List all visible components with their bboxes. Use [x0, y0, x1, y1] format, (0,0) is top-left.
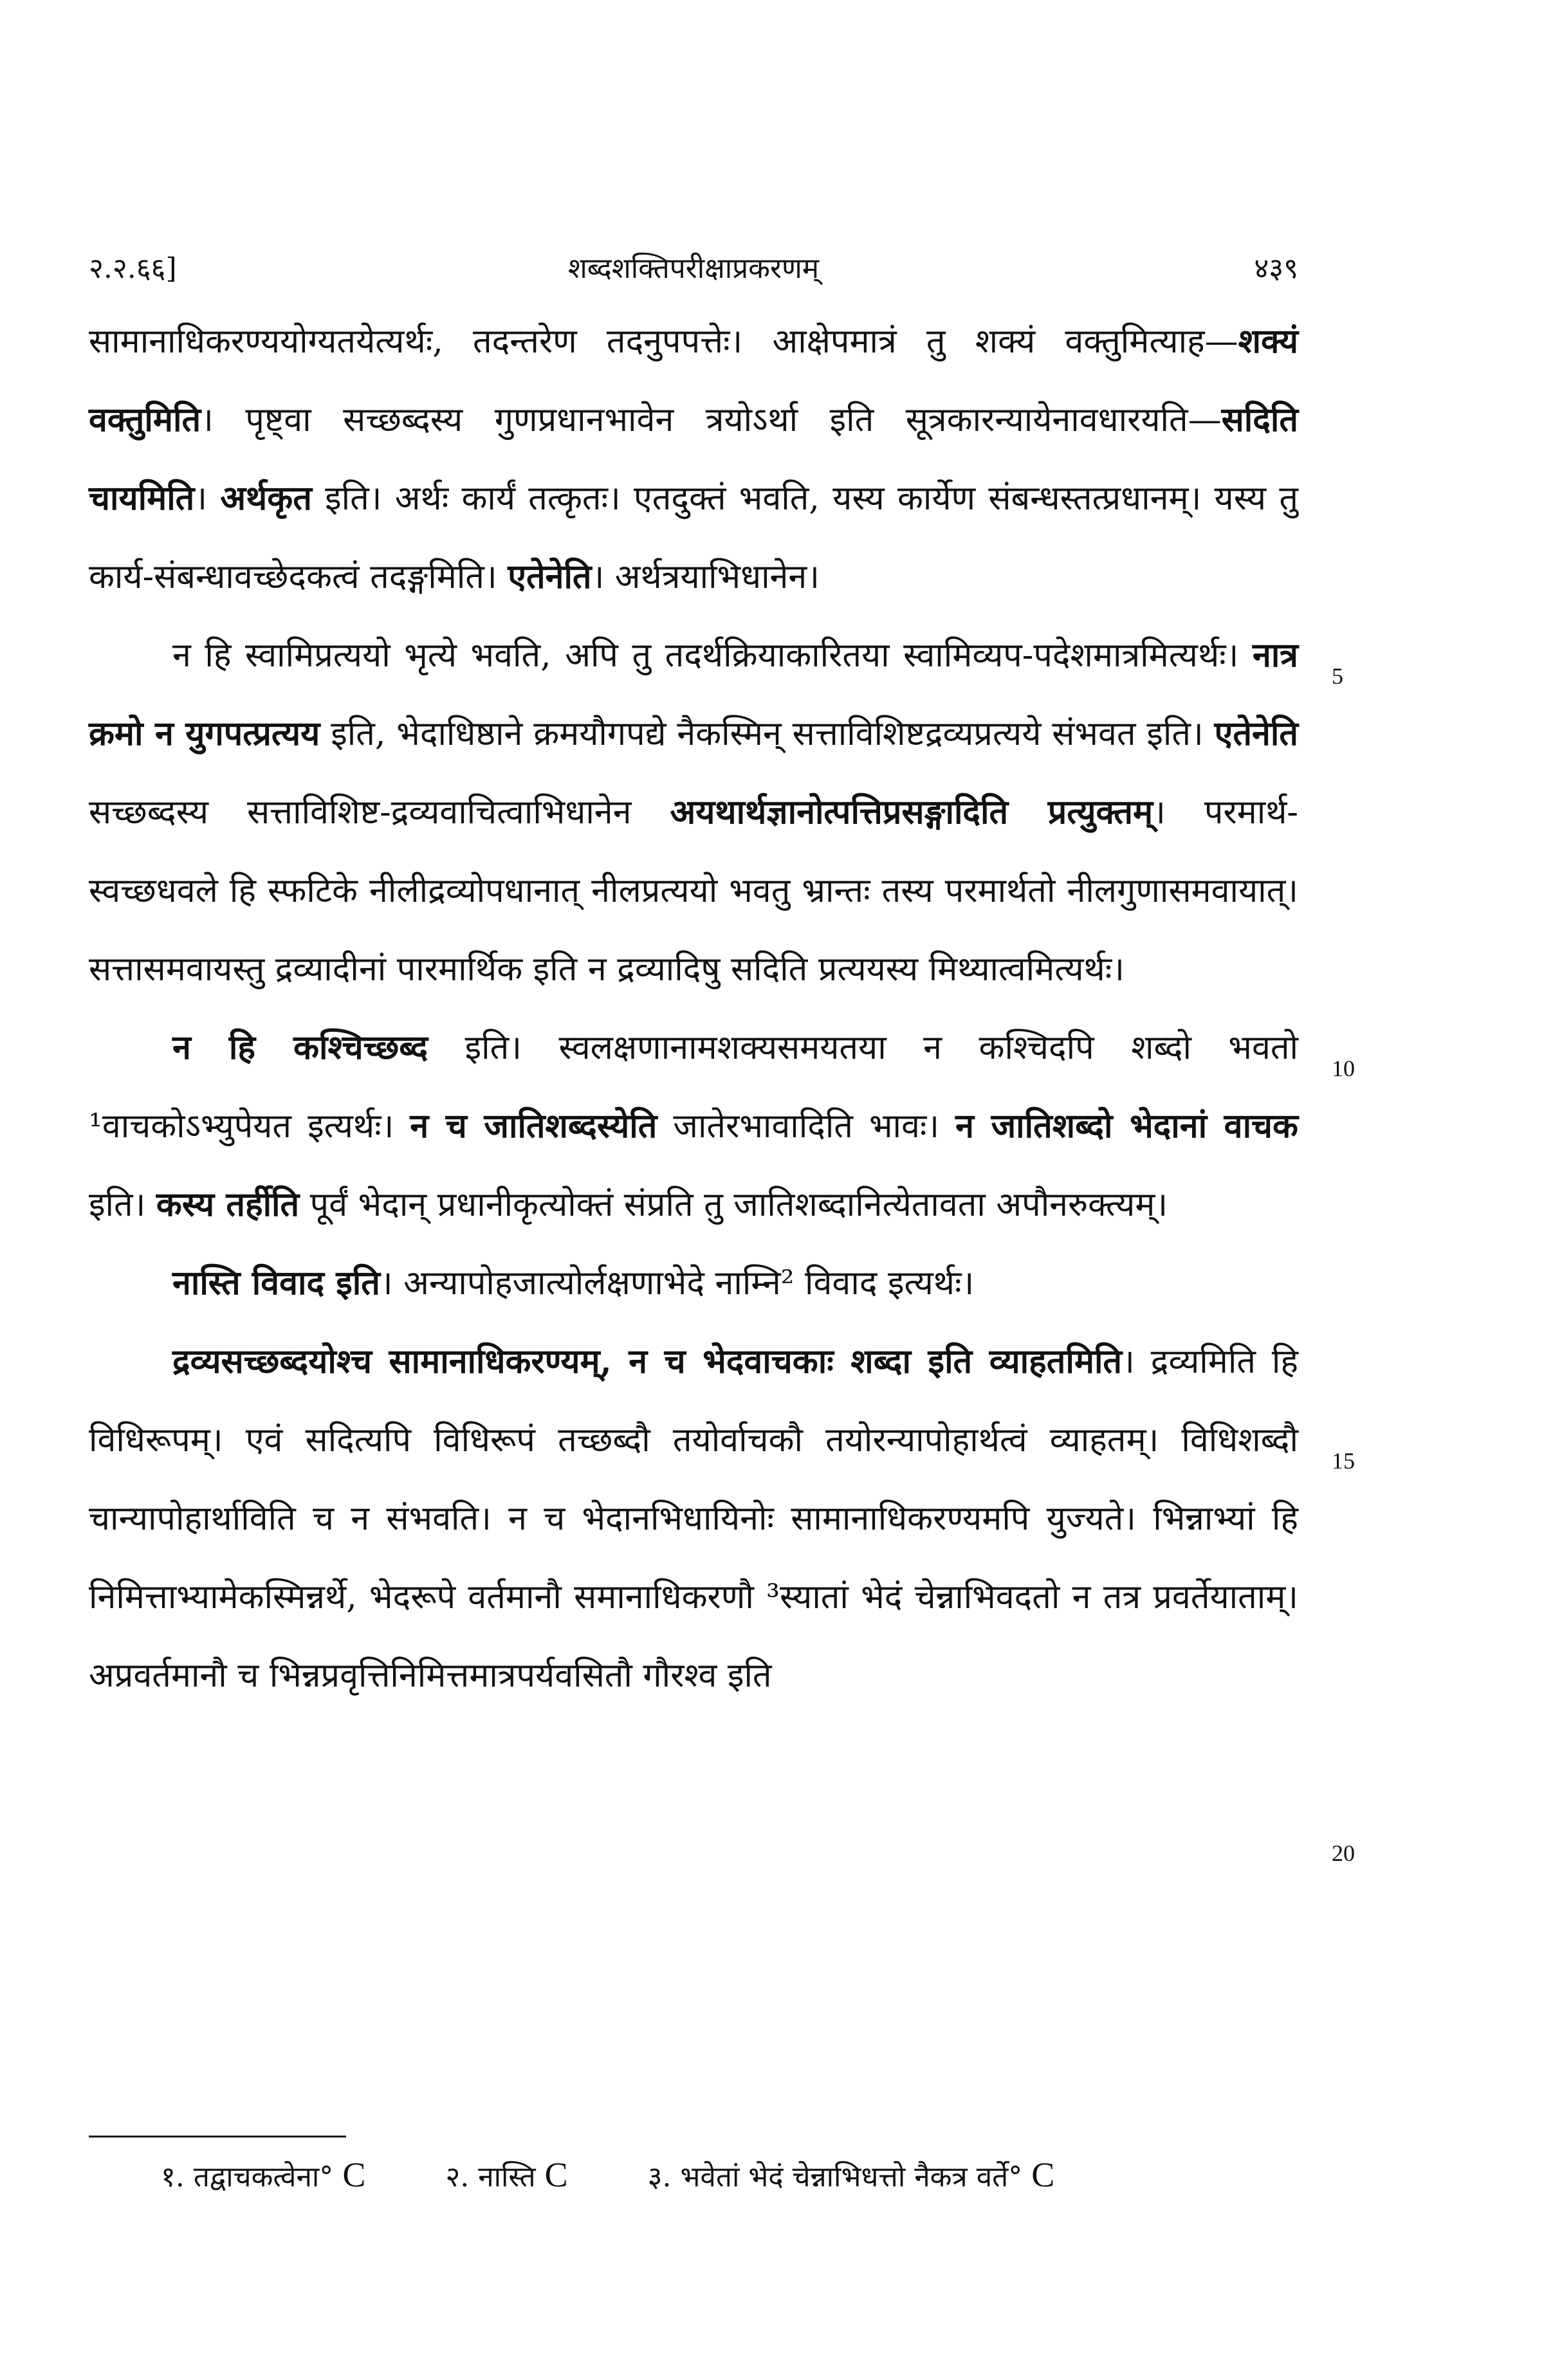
commentary-text: । पृष्ट्वा सच्छब्दस्य गुणप्रधानभावेन त्रयोऽर्था इति सूत्रकारन्यायेनावधारयति—	[201, 401, 1222, 439]
footnotes	[161, 2155, 1319, 2195]
manuscript-siglum: C	[544, 2156, 568, 2194]
section-number: २.२.६६]	[89, 252, 177, 285]
commentary-text: सामानाधिकरण्ययोग्यतयेत्यर्थः, तदन्तरेण तदनुपपत्तेः। आक्षेपमात्रं तु शक्यं वक्तुमित्याह—	[89, 322, 1238, 361]
commentary-text: न हि स्वामिप्रत्ययो भृत्ये भवति, अपि तु तदर्थक्रियाकारितया स्वामिव्यप-पदेशमात्रमित्यर्थः।	[172, 636, 1253, 675]
paragraph	[89, 1323, 1298, 1715]
manuscript-siglum: C	[342, 2156, 366, 2194]
footnote-rule	[89, 2136, 346, 2137]
commentary-text: इति, भेदाधिष्ठाने क्रमयौगपद्ये नैकस्मिन् सत्ताविशिष्टद्रव्यप्रत्यये संभवत इति।	[320, 715, 1215, 753]
chapter-title: शब्दशक्तिपरीक्षाप्रकरणम्	[567, 252, 820, 285]
lemma-bold: नात्र क्रमो न युगपत्प्रत्यय	[89, 636, 1298, 753]
commentary-text: इति। स्वलक्षणानामशक्यसमयतया न कश्चिदपि शब्दो भवतो ¹वाचकोऽभ्युपेयत इत्यर्थः।	[89, 1029, 1299, 1146]
footnote: ३. भवेतां भेदं चेन्नाभिधत्तो नैकत्र वर्ते° C	[647, 2156, 1055, 2194]
lemma-bold: न च जातिशब्दस्येति	[410, 1106, 657, 1146]
line-number: 10	[1332, 1056, 1355, 1081]
paragraph	[89, 302, 1298, 616]
paragraph	[89, 1009, 1298, 1244]
lemma-bold: सदिति चायमिति	[89, 400, 1298, 518]
lemma-bold: न हि कश्चिच्छब्द	[172, 1028, 428, 1067]
commentary-text: । द्रव्यमिति हि विधिरूपम्। एवं सदित्यपि विधिरूपं तच्छब्दौ तयोर्वाचकौ तयोरन्यापोहार्थत्वं व्याहतम्। विधिशब्दौ चान्यापोहार्थाविति च न संभवति। न च भेदानभिधायिनोः सामानाधिकरण्यमपि युज्यते। भिन्नाभ्यां हि निमित्ताभ्यामेकस्मिन्नर्थे, भेदरूपे वर्तमानौ समानाधिकरणौ ³स्यातां भेदं चेन्नाभिवदतो न तत्र प्रवर्तेयाताम्। अप्रवर्तमानौ च भिन्नप्रवृत्तिनिमित्तमात्रपर्यवसितौ गौरश्व इति	[89, 1342, 1299, 1695]
lemma-bold: अयथार्थज्ञानोत्पत्तिप्रसङ्गादिति प्रत्युक्तम्	[670, 792, 1153, 832]
lemma-bold: नास्ति विवाद इति	[172, 1263, 380, 1303]
lemma-bold: अर्थकृत	[220, 479, 312, 518]
commentary-text: ।	[194, 479, 221, 518]
line-number: 20	[1332, 1840, 1355, 1866]
commentary-text: । अर्थत्रयाभिधानेन।	[591, 558, 820, 596]
commentary-text: पूर्वं भेदान् प्रधानीकृत्योक्तं संप्रति तु जातिशब्दानित्येतावता अपौनरुक्त्यम्।	[299, 1185, 1168, 1224]
manuscript-siglum: C	[1031, 2156, 1055, 2194]
commentary-text: । अन्यापोहजात्योर्लक्षणाभेदे नाम्नि² विवाद इत्यर्थः।	[380, 1264, 975, 1303]
lemma-bold: एतेनेति	[1214, 714, 1299, 753]
commentary-text: इति। अर्थः कार्यं तत्कृतः। एतदुक्तं भवति, यस्य कार्येण संबन्धस्तत्प्रधानम्। यस्य तु कार्य-संबन्धावच्छेदकत्वं तदङ्गमिति।	[89, 479, 1298, 596]
page-number: ४३९	[1254, 252, 1298, 285]
commentary-text: इति।	[89, 1185, 156, 1224]
lemma-bold: न जातिशब्दो भेदानां वाचक	[955, 1106, 1298, 1146]
commentary-text: । परमार्थ-स्वच्छधवले हि स्फटिके नीलीद्रव्योपधानात् नीलप्रत्ययो भवतु भ्रान्तः तस्य परमार्थतो नीलगुणासमवायात्। सत्तासमवायस्तु द्रव्यादीनां पारमार्थिक इति न द्रव्यादिषु सदिति प्रत्ययस्य मिथ्यात्वमित्यर्थः।	[89, 793, 1298, 989]
footnote: १. तद्वाचकत्वेना° C	[161, 2156, 366, 2194]
main-text	[89, 302, 1298, 1715]
lemma-bold: कस्य तर्हीति	[156, 1185, 300, 1224]
running-header	[89, 248, 1298, 299]
commentary-text: सच्छब्दस्य सत्ताविशिष्ट-द्रव्यवाचित्वाभिधानेन	[89, 793, 670, 832]
line-number: 5	[1332, 663, 1343, 689]
footnote: २. नास्ति C	[445, 2156, 568, 2194]
lemma-bold: एतेनेति	[508, 557, 592, 596]
lemma-bold: शक्यं वक्तुमिति	[89, 322, 1298, 439]
commentary-text: जातेरभावादिति भावः।	[657, 1107, 956, 1146]
lemma-bold: द्रव्यसच्छब्दयोश्च सामानाधिकरण्यम्, न च भेदवाचकाः शब्दा इति व्याहतमिति	[172, 1342, 1123, 1381]
paragraph	[89, 1244, 1298, 1323]
line-number: 15	[1332, 1448, 1355, 1474]
paragraph	[89, 616, 1298, 1009]
